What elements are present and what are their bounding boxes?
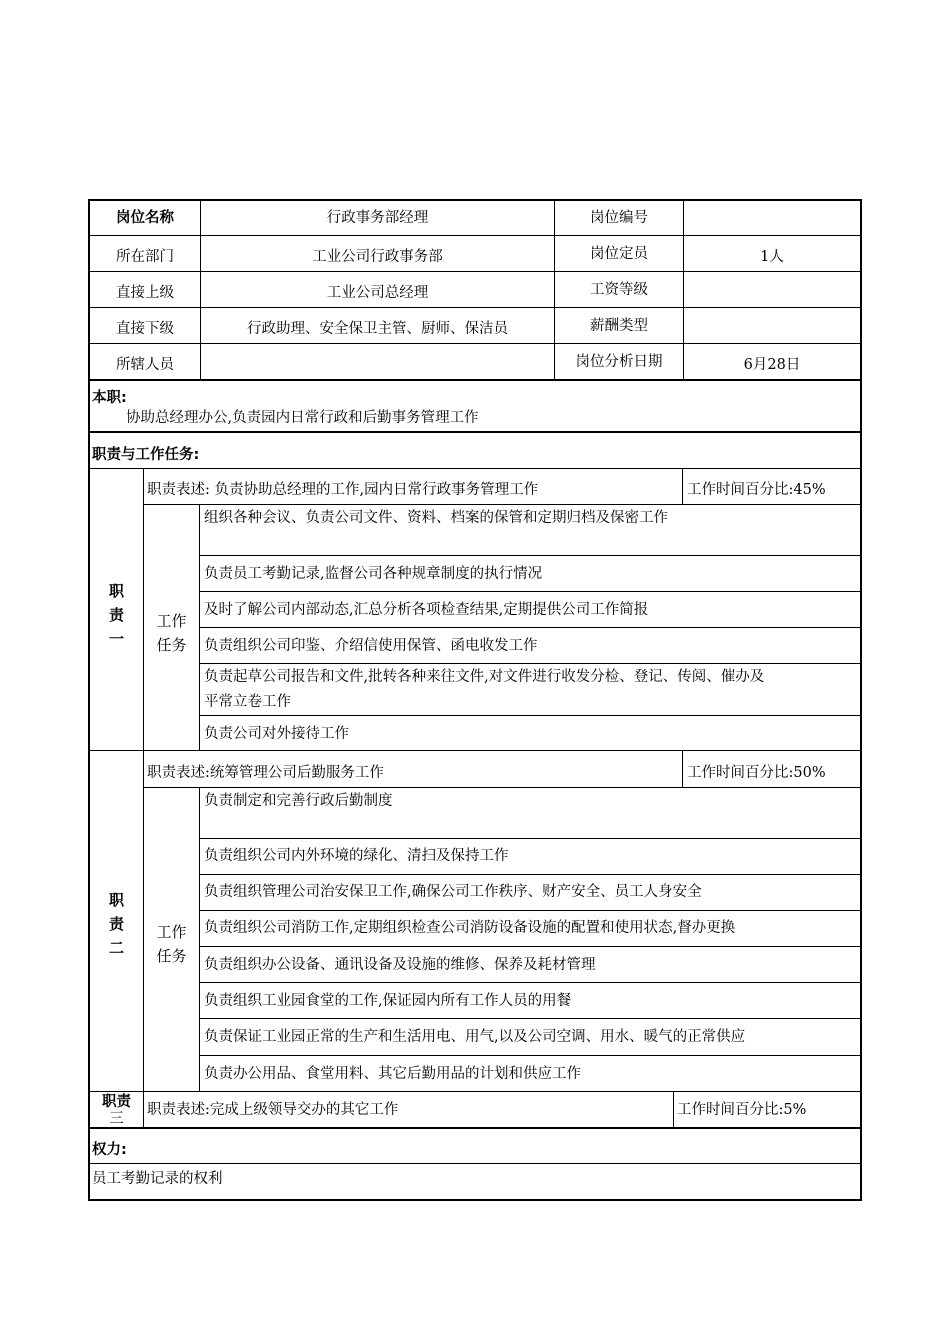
duty1-task-label: [144, 609, 199, 657]
duty2-task-line-3: [200, 910, 861, 911]
duty2-task-8: 负责办公用品、食堂用料、其它后勤用品的计划和供应工作: [204, 1066, 581, 1082]
duty1-task-2: 负责员工考勤记录,监督公司各种规章制度的执行情况: [204, 566, 543, 582]
power-title: 权力:: [92, 1142, 127, 1158]
duty1-label-char-3: 一: [108, 630, 124, 648]
duty1-task-label-2: 任务: [156, 636, 187, 654]
body-bottom-border: [88, 1199, 862, 1201]
duty2-task-3: 负责组织管理公司治安保卫工作,确保公司工作秩序、财产安全、员工人身安全: [204, 884, 702, 900]
duty1-task-line-3: [200, 627, 861, 628]
duty1-task-1: 组织各种会议、负责公司文件、资料、档案的保管和定期归档及保密工作: [204, 510, 668, 526]
duty1-label-char-2: 责: [108, 606, 124, 624]
duty1-task-3: 及时了解公司内部动态,汇总分析各项检查结果,定期提供公司工作简报: [204, 602, 649, 618]
duty1-task-4: 负责组织公司印鉴、介绍信使用保管、函电收发工作: [204, 638, 538, 654]
duty3-percent: 工作时间百分比:5%: [677, 1102, 807, 1118]
duty2-percent: 工作时间百分比:50%: [687, 765, 826, 781]
duty2-task-line-6: [200, 1018, 861, 1019]
duties-title: 职责与工作任务:: [92, 447, 200, 463]
duty3-percent-vline: [673, 1092, 674, 1128]
label-staff-under: 所辖人员: [116, 357, 174, 373]
duties-title-bottom-line: [89, 468, 861, 469]
duty1-description: 职责表述: 负责协助总经理的工作,园内日常行政事务管理工作: [147, 482, 539, 498]
header-vline-3: [683, 200, 684, 380]
label-job-title: 岗位名称: [116, 210, 174, 226]
benzhi-title: 本职:: [92, 390, 127, 406]
label-salary-type: 薪酬类型: [590, 318, 648, 334]
duty1-task-label-1: 工作: [156, 612, 187, 630]
duty1-desc-bottom-line: [144, 504, 861, 505]
duty2-task-line-5: [200, 982, 861, 983]
duty1-task-line-1: [200, 555, 861, 556]
duty1-percent: 工作时间百分比:45%: [687, 482, 826, 498]
duty3-label-bottom: 三: [109, 1111, 124, 1127]
duty1-task-line-2: [200, 591, 861, 592]
duty2-percent-vline: [682, 751, 683, 788]
duty1-label: [90, 579, 143, 651]
duty2-task-7: 负责保证工业园正常的生产和生活用电、用气,以及公司空调、用水、暖气的正常供应: [204, 1029, 746, 1045]
label-headcount: 岗位定员: [590, 246, 648, 262]
duty2-task-line-7: [200, 1055, 861, 1056]
value-department: 工业公司行政事务部: [312, 249, 443, 265]
duty2-task-2: 负责组织公司内外环境的绿化、清扫及保持工作: [204, 848, 509, 864]
duty2-task-label: [144, 920, 199, 968]
duty2-task-line-2: [200, 874, 861, 875]
duty2-task-line-1: [200, 838, 861, 839]
value-job-title: 行政事务部经理: [326, 210, 429, 226]
duty3-label-top: 职责: [102, 1094, 131, 1110]
label-job-number: 岗位编号: [590, 210, 648, 226]
duty2-description: 职责表述:统筹管理公司后勤服务工作: [147, 765, 384, 781]
duty2-task-6: 负责组织工业园食堂的工作,保证园内所有工作人员的用餐: [204, 993, 572, 1009]
duty2-label-char-1: 职: [108, 891, 124, 909]
duty1-task-line-4: [200, 663, 861, 664]
duty2-task-1: 负责制定和完善行政后勤制度: [204, 793, 393, 809]
duty2-task-vline: [199, 788, 200, 1091]
benzhi-bottom-line: [89, 431, 861, 433]
duty2-task-5: 负责组织办公设备、通讯设备及设施的维修、保养及耗材管理: [204, 957, 596, 973]
duty2-label-char-2: 责: [108, 915, 124, 933]
duty2-bottom-line: [89, 1091, 861, 1092]
header-hline-4: [89, 343, 861, 344]
duty2-task-label-1: 工作: [156, 923, 187, 941]
duty1-task-6: 负责公司对外接待工作: [204, 726, 349, 742]
value-direct-subordinates: 行政助理、安全保卫主管、厨师、保洁员: [247, 321, 508, 337]
value-direct-superior: 工业公司总经理: [326, 285, 429, 301]
label-department: 所在部门: [116, 249, 174, 265]
label-analysis-date: 岗位分析日期: [575, 354, 663, 370]
duty3-description: 职责表述:完成上级领导交办的其它工作: [147, 1102, 399, 1118]
duty2-desc-bottom-line: [144, 787, 861, 788]
duty1-task-line-5: [200, 715, 861, 716]
label-direct-subordinates: 直接下级: [116, 321, 174, 337]
duty2-task-4: 负责组织公司消防工作,定期组织检查公司消防设备设施的配置和使用状态,督办更换: [204, 920, 736, 936]
duty3-label-vline: [143, 1092, 144, 1128]
duty3-bottom-line: [89, 1127, 861, 1129]
duty1-label-char-1: 职: [108, 582, 124, 600]
body-left-border: [88, 381, 90, 1201]
duty1-task-5: 负责起草公司报告和文件,批转各种来往文件,对文件进行收发分检、登记、传阅、催办及: [204, 669, 765, 685]
value-headcount: 1人: [760, 249, 784, 265]
label-salary-grade: 工资等级: [590, 282, 648, 298]
power-text: 员工考勤记录的权利: [92, 1171, 223, 1187]
header-hline-3: [89, 307, 861, 308]
duty2-task-line-4: [200, 946, 861, 947]
header-hline-1: [89, 235, 861, 236]
duty2-label-char-3: 二: [108, 939, 124, 957]
duty2-task-label-2: 任务: [156, 947, 187, 965]
duty1-percent-vline: [682, 469, 683, 505]
label-direct-superior: 直接上级: [116, 285, 174, 301]
duty2-label: [90, 888, 143, 960]
benzhi-text: 协助总经理办公,负责园内日常行政和后勤事务管理工作: [126, 410, 479, 426]
duty1-bottom-line: [89, 750, 861, 751]
duty1-task-5-cont: 平常立卷工作: [204, 694, 291, 710]
header-hline-2: [89, 271, 861, 272]
power-title-bottom-line: [89, 1163, 861, 1164]
value-analysis-date: 6月28日: [743, 357, 801, 373]
